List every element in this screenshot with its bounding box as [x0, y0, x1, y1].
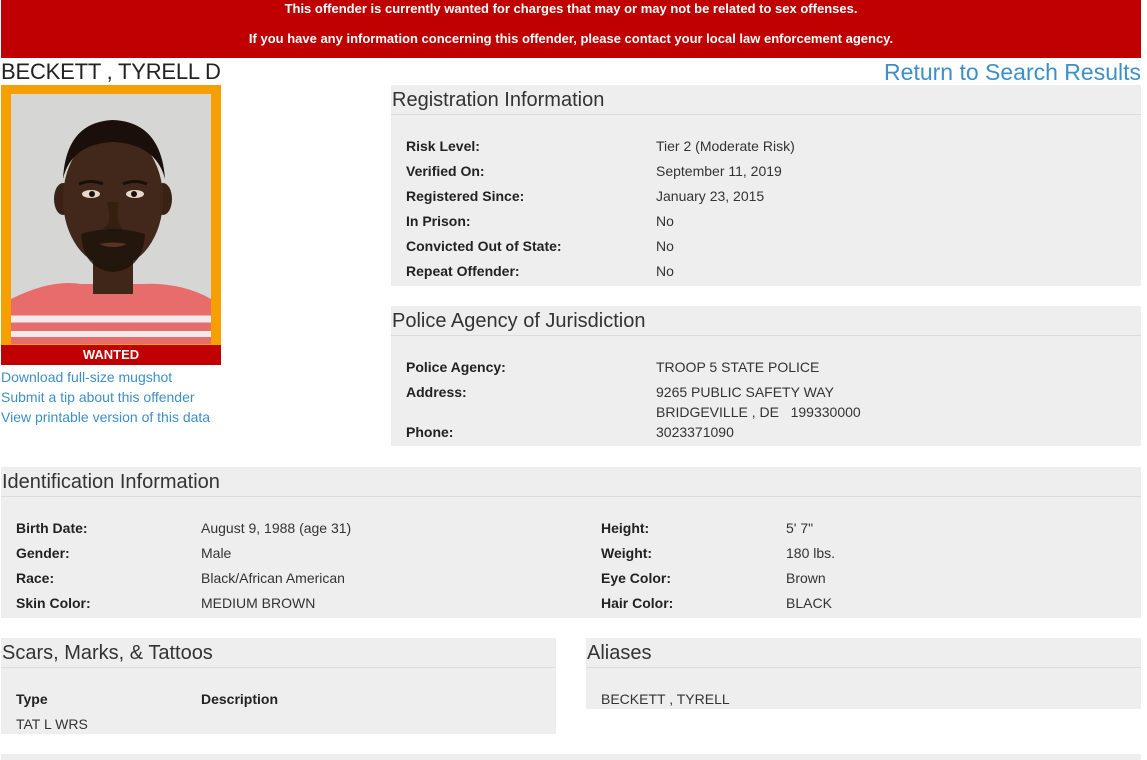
eye-color-label: Eye Color:	[601, 570, 672, 586]
return-to-search-results-link[interactable]: Return to Search Results	[884, 59, 1141, 85]
address-line-1: 9265 PUBLIC SAFETY WAY	[656, 384, 834, 400]
reg-row-in-prison	[406, 213, 471, 229]
police-agency-label: Police Agency:	[406, 359, 506, 375]
skin-color-value: MEDIUM BROWN	[201, 595, 316, 611]
hair-color-label: Hair Color:	[601, 595, 674, 611]
aliases-title: Aliases	[586, 638, 1141, 668]
banner-line-1: This offender is currently wanted for charges that may or may not be related to sex offenses.	[284, 1, 858, 16]
field-label: In Prison:	[406, 213, 471, 229]
wanted-warning-banner	[1, 0, 1141, 58]
mugshot-frame	[1, 85, 221, 365]
address-label: Address:	[406, 384, 467, 400]
gender-label: Gender:	[16, 545, 70, 561]
weight-label: Weight:	[601, 545, 653, 561]
identification-title: Identification Information	[1, 467, 1141, 497]
banner-line-2: If you have any information concerning this offender, please contact your local law enforcement agency.	[248, 31, 894, 46]
description-column-header: Description	[201, 691, 279, 707]
skin-color-label: Skin Color:	[16, 595, 91, 611]
identification-panel	[1, 467, 1141, 618]
field-value: No	[656, 238, 674, 254]
eye-color-value: Brown	[786, 570, 826, 586]
download-mugshot-link[interactable]: Download full-size mugshot	[1, 369, 173, 385]
phone-value: 3023371090	[656, 424, 734, 440]
reg-row-risk-level	[406, 138, 480, 154]
address-line-2: BRIDGEVILLE , DE 199330000	[656, 404, 861, 420]
field-label: Repeat Offender:	[406, 263, 520, 279]
field-value: Tier 2 (Moderate Risk)	[656, 138, 795, 154]
type-column-header: Type	[16, 691, 48, 707]
field-label: Risk Level:	[406, 138, 480, 154]
next-section-panel	[1, 754, 1141, 760]
field-label: Convicted Out of State:	[406, 238, 562, 254]
phone-label: Phone:	[406, 424, 454, 440]
race-label: Race:	[16, 570, 55, 586]
birth-date-label: Birth Date:	[16, 520, 88, 536]
person-photo-illustration	[11, 94, 211, 344]
height-label: Height:	[601, 520, 650, 536]
reg-row-verified-on	[406, 163, 485, 179]
alias-item: BECKETT , TYRELL	[601, 691, 730, 707]
scars-title: Scars, Marks, & Tattoos	[1, 638, 556, 668]
field-value: No	[656, 263, 674, 279]
race-value: Black/African American	[201, 570, 345, 586]
gender-value: Male	[201, 545, 232, 561]
police-agency-panel	[391, 306, 1141, 446]
weight-value: 180 lbs.	[786, 545, 836, 561]
wanted-status-label: WANTED	[1, 345, 221, 365]
field-value: No	[656, 213, 674, 229]
scars-marks-tattoos-panel	[1, 638, 556, 734]
police-agency-value: TROOP 5 STATE POLICE	[656, 359, 820, 375]
birth-date-value: August 9, 1988 (age 31)	[201, 520, 352, 536]
offender-name: BECKETT , TYRELL D	[1, 59, 221, 84]
police-agency-title: Police Agency of Jurisdiction	[391, 306, 1141, 336]
registration-title: Registration Information	[391, 85, 1141, 115]
offender-actions	[1, 367, 210, 427]
field-label: Registered Since:	[406, 188, 525, 204]
aliases-panel	[586, 638, 1141, 709]
mugshot-photo[interactable]	[11, 94, 211, 344]
hair-color-value: BLACK	[786, 595, 832, 611]
reg-row-repeat-offender	[406, 263, 520, 279]
printable-version-link[interactable]: View printable version of this data	[1, 409, 211, 425]
registration-panel	[391, 85, 1141, 286]
field-label: Verified On:	[406, 163, 485, 179]
tattoo-type-value: TAT L WRS	[16, 716, 88, 732]
height-value: 5' 7"	[786, 520, 814, 536]
field-value: September 11, 2019	[656, 163, 782, 179]
submit-tip-link[interactable]: Submit a tip about this offender	[1, 389, 195, 405]
reg-row-registered-since	[406, 188, 524, 204]
field-value: January 23, 2015	[656, 188, 765, 204]
reg-row-convicted-out-of-state	[406, 238, 562, 254]
